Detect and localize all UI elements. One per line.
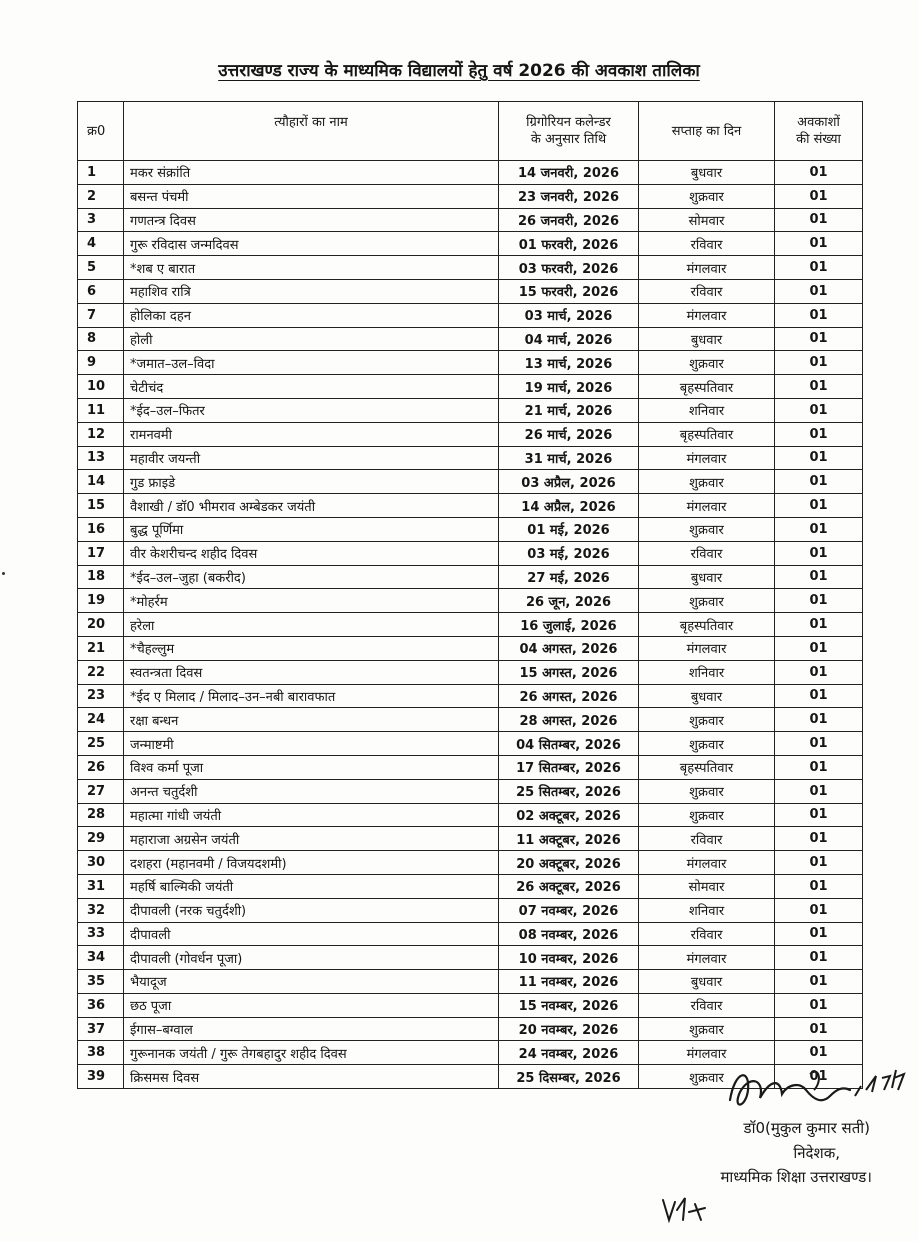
count-cell: 01 [775, 1065, 863, 1089]
festival-name-cell: दीपावली (नरक चतुर्दशी) [124, 898, 499, 922]
serial-cell: 26 [78, 755, 124, 779]
count-cell: 01 [775, 708, 863, 732]
date-cell: 03 अप्रैल, 2026 [499, 470, 639, 494]
weekday-cell: शुक्रवार [639, 1017, 775, 1041]
table-row [78, 636, 863, 660]
table-row [78, 208, 863, 232]
weekday-cell: सोमवार [639, 208, 775, 232]
weekday-cell: बृहस्पतिवार [639, 613, 775, 637]
count-cell: 01 [775, 303, 863, 327]
table-row [78, 898, 863, 922]
serial-cell: 28 [78, 803, 124, 827]
weekday-cell: शुक्रवार [639, 708, 775, 732]
table-row [78, 589, 863, 613]
table-row [78, 851, 863, 875]
signer-name: डॉ0(मुकुल कुमार सती) [743, 1119, 870, 1137]
weekday-cell: मंगलवार [639, 494, 775, 518]
weekday-cell: रविवार [639, 922, 775, 946]
festival-name-cell: महावीर जयन्ती [124, 446, 499, 470]
weekday-cell: शुक्रवार [639, 1065, 775, 1089]
festival-name-cell: गणतन्त्र दिवस [124, 208, 499, 232]
table-row [78, 684, 863, 708]
festival-name-cell: ईगास–बग्वाल [124, 1017, 499, 1041]
handwritten-signature [710, 1060, 910, 1122]
date-cell: 10 नवम्बर, 2026 [499, 946, 639, 970]
date-cell: 15 फरवरी, 2026 [499, 279, 639, 303]
holiday-table [77, 101, 863, 1089]
count-cell: 01 [775, 970, 863, 994]
serial-cell: 36 [78, 993, 124, 1017]
count-cell: 01 [775, 922, 863, 946]
count-cell: 01 [775, 398, 863, 422]
date-cell: 01 फरवरी, 2026 [499, 232, 639, 256]
count-cell: 01 [775, 684, 863, 708]
weekday-cell: बुधवार [639, 970, 775, 994]
table-row [78, 256, 863, 280]
date-cell: 26 जून, 2026 [499, 589, 639, 613]
date-cell: 11 नवम्बर, 2026 [499, 970, 639, 994]
serial-cell: 32 [78, 898, 124, 922]
festival-name-cell: अनन्त चतुर्दशी [124, 779, 499, 803]
date-cell: 04 सितम्बर, 2026 [499, 732, 639, 756]
festival-name-cell: हरेला [124, 613, 499, 637]
count-cell: 01 [775, 874, 863, 898]
serial-cell: 27 [78, 779, 124, 803]
count-cell: 01 [775, 446, 863, 470]
festival-name-cell: जन्माष्टमी [124, 732, 499, 756]
table-row [78, 993, 863, 1017]
count-cell: 01 [775, 494, 863, 518]
serial-cell: 1 [78, 161, 124, 185]
festival-name-cell: भैयादूज [124, 970, 499, 994]
header-festival-name: त्यौहारों का नाम [124, 102, 499, 161]
count-cell: 01 [775, 184, 863, 208]
date-cell: 03 मई, 2026 [499, 541, 639, 565]
festival-name-cell: होलिका दहन [124, 303, 499, 327]
table-row [78, 327, 863, 351]
weekday-cell: रविवार [639, 827, 775, 851]
weekday-cell: मंगलवार [639, 946, 775, 970]
festival-name-cell: दशहरा (महानवमी / विजयदशमी) [124, 851, 499, 875]
serial-cell: 11 [78, 398, 124, 422]
serial-cell: 35 [78, 970, 124, 994]
serial-cell: 31 [78, 874, 124, 898]
count-cell: 01 [775, 351, 863, 375]
count-cell: 01 [775, 755, 863, 779]
weekday-cell: शुक्रवार [639, 732, 775, 756]
count-cell: 01 [775, 517, 863, 541]
serial-cell: 14 [78, 470, 124, 494]
serial-cell: 23 [78, 684, 124, 708]
serial-cell: 2 [78, 184, 124, 208]
date-cell: 14 अप्रैल, 2026 [499, 494, 639, 518]
count-cell: 01 [775, 422, 863, 446]
weekday-cell: बृहस्पतिवार [639, 755, 775, 779]
serial-cell: 38 [78, 1041, 124, 1065]
count-cell: 01 [775, 993, 863, 1017]
table-row [78, 541, 863, 565]
weekday-cell: मंगलवार [639, 636, 775, 660]
count-cell: 01 [775, 851, 863, 875]
header-serial: क्र0 [78, 102, 124, 161]
page-title-text: उत्तराखण्ड राज्य के माध्यमिक विद्यालयों हेतु वर्ष 2026 की अवकाश तालिका [218, 61, 700, 81]
table-row [78, 874, 863, 898]
date-cell: 26 मार्च, 2026 [499, 422, 639, 446]
festival-name-cell: *मोहर्रम [124, 589, 499, 613]
festival-name-cell: *चैहल्लुम [124, 636, 499, 660]
date-cell: 19 मार्च, 2026 [499, 375, 639, 399]
festival-name-cell: गुरूनानक जयंती / गुरू तेगबहादुर शहीद दिवस [124, 1041, 499, 1065]
date-cell: 27 मई, 2026 [499, 565, 639, 589]
table-row [78, 446, 863, 470]
page-title [0, 58, 918, 81]
festival-name-cell: विश्व कर्मा पूजा [124, 755, 499, 779]
weekday-cell: शुक्रवार [639, 517, 775, 541]
weekday-cell: मंगलवार [639, 303, 775, 327]
table-row [78, 494, 863, 518]
serial-cell: 8 [78, 327, 124, 351]
serial-cell: 34 [78, 946, 124, 970]
count-cell: 01 [775, 732, 863, 756]
weekday-cell: शुक्रवार [639, 779, 775, 803]
weekday-cell: मंगलवार [639, 1041, 775, 1065]
count-cell: 01 [775, 636, 863, 660]
festival-name-cell: बुद्ध पूर्णिमा [124, 517, 499, 541]
date-cell: 23 जनवरी, 2026 [499, 184, 639, 208]
serial-cell: 10 [78, 375, 124, 399]
festival-name-cell: महर्षि बाल्मिकी जयंती [124, 874, 499, 898]
serial-cell: 4 [78, 232, 124, 256]
signer-designation: निदेशक, [793, 1144, 840, 1162]
festival-name-cell: *ईद–उल–फितर [124, 398, 499, 422]
serial-cell: 20 [78, 613, 124, 637]
serial-cell: 12 [78, 422, 124, 446]
festival-name-cell: *जमात–उल–विदा [124, 351, 499, 375]
weekday-cell: सोमवार [639, 874, 775, 898]
date-cell: 08 नवम्बर, 2026 [499, 922, 639, 946]
festival-name-cell: छठ पूजा [124, 993, 499, 1017]
serial-cell: 18 [78, 565, 124, 589]
serial-cell: 19 [78, 589, 124, 613]
scan-speck [2, 572, 5, 575]
weekday-cell: शनिवार [639, 660, 775, 684]
table-row [78, 303, 863, 327]
festival-name-cell: *ईद ए मिलाद / मिलाद–उन–नबी बारावफात [124, 684, 499, 708]
serial-cell: 16 [78, 517, 124, 541]
festival-name-cell: चेटीचंद [124, 375, 499, 399]
table-row [78, 803, 863, 827]
date-cell: 20 अक्टूबर, 2026 [499, 851, 639, 875]
serial-cell: 29 [78, 827, 124, 851]
count-cell: 01 [775, 589, 863, 613]
date-cell: 25 सितम्बर, 2026 [499, 779, 639, 803]
weekday-cell: शुक्रवार [639, 351, 775, 375]
date-cell: 17 सितम्बर, 2026 [499, 755, 639, 779]
festival-name-cell: महाशिव रात्रि [124, 279, 499, 303]
serial-cell: 5 [78, 256, 124, 280]
table-row [78, 184, 863, 208]
festival-name-cell: दीपावली [124, 922, 499, 946]
table-row [78, 351, 863, 375]
festival-name-cell: वैशाखी / डॉ0 भीमराव अम्बेडकर जयंती [124, 494, 499, 518]
count-cell: 01 [775, 1041, 863, 1065]
weekday-cell: शुक्रवार [639, 589, 775, 613]
serial-cell: 24 [78, 708, 124, 732]
serial-cell: 21 [78, 636, 124, 660]
date-cell: 11 अक्टूबर, 2026 [499, 827, 639, 851]
date-cell: 31 मार्च, 2026 [499, 446, 639, 470]
date-cell: 03 मार्च, 2026 [499, 303, 639, 327]
festival-name-cell: महाराजा अग्रसेन जयंती [124, 827, 499, 851]
count-cell: 01 [775, 208, 863, 232]
serial-cell: 9 [78, 351, 124, 375]
date-cell: 28 अगस्त, 2026 [499, 708, 639, 732]
date-cell: 07 नवम्बर, 2026 [499, 898, 639, 922]
table-row [78, 732, 863, 756]
count-cell: 01 [775, 779, 863, 803]
initials-mark [655, 1190, 715, 1226]
serial-cell: 7 [78, 303, 124, 327]
count-cell: 01 [775, 161, 863, 185]
table-row [78, 517, 863, 541]
date-cell: 21 मार्च, 2026 [499, 398, 639, 422]
festival-name-cell: स्वतन्त्रता दिवस [124, 660, 499, 684]
festival-name-cell: दीपावली (गोवर्धन पूजा) [124, 946, 499, 970]
date-cell: 13 मार्च, 2026 [499, 351, 639, 375]
date-cell: 20 नवम्बर, 2026 [499, 1017, 639, 1041]
count-cell: 01 [775, 565, 863, 589]
date-cell: 25 दिसम्बर, 2026 [499, 1065, 639, 1089]
count-cell: 01 [775, 898, 863, 922]
date-cell: 26 अक्टूबर, 2026 [499, 874, 639, 898]
date-cell: 26 अगस्त, 2026 [499, 684, 639, 708]
serial-cell: 25 [78, 732, 124, 756]
date-cell: 03 फरवरी, 2026 [499, 256, 639, 280]
festival-name-cell: बसन्त पंचमी [124, 184, 499, 208]
count-cell: 01 [775, 327, 863, 351]
serial-cell: 6 [78, 279, 124, 303]
festival-name-cell: वीर केशरीचन्द शहीद दिवस [124, 541, 499, 565]
count-cell: 01 [775, 803, 863, 827]
date-cell: 16 जुलाई, 2026 [499, 613, 639, 637]
weekday-cell: बृहस्पतिवार [639, 422, 775, 446]
weekday-cell: मंगलवार [639, 446, 775, 470]
table-row [78, 660, 863, 684]
festival-name-cell: *शब ए बारात [124, 256, 499, 280]
festival-name-cell: रक्षा बन्धन [124, 708, 499, 732]
festival-name-cell: क्रिसमस दिवस [124, 1065, 499, 1089]
serial-cell: 33 [78, 922, 124, 946]
festival-name-cell: मकर संक्रांति [124, 161, 499, 185]
weekday-cell: बुधवार [639, 565, 775, 589]
date-cell: 15 अगस्त, 2026 [499, 660, 639, 684]
date-cell: 01 मई, 2026 [499, 517, 639, 541]
weekday-cell: मंगलवार [639, 851, 775, 875]
weekday-cell: बुधवार [639, 327, 775, 351]
serial-cell: 37 [78, 1017, 124, 1041]
count-cell: 01 [775, 660, 863, 684]
table-row [78, 946, 863, 970]
serial-cell: 39 [78, 1065, 124, 1089]
date-cell: 04 अगस्त, 2026 [499, 636, 639, 660]
count-cell: 01 [775, 256, 863, 280]
serial-cell: 15 [78, 494, 124, 518]
table-row [78, 970, 863, 994]
table-row [78, 279, 863, 303]
count-cell: 01 [775, 541, 863, 565]
festival-name-cell: रामनवमी [124, 422, 499, 446]
table-row [78, 708, 863, 732]
weekday-cell: रविवार [639, 232, 775, 256]
header-count: अवकाशों की संख्या [775, 102, 863, 161]
table-row [78, 565, 863, 589]
table-header-row [78, 102, 863, 161]
count-cell: 01 [775, 827, 863, 851]
festival-name-cell: महात्मा गांधी जयंती [124, 803, 499, 827]
table-row [78, 398, 863, 422]
table-row [78, 422, 863, 446]
serial-cell: 3 [78, 208, 124, 232]
weekday-cell: शुक्रवार [639, 184, 775, 208]
count-cell: 01 [775, 375, 863, 399]
date-cell: 04 मार्च, 2026 [499, 327, 639, 351]
table-row [78, 375, 863, 399]
weekday-cell: शनिवार [639, 398, 775, 422]
weekday-cell: बृहस्पतिवार [639, 375, 775, 399]
weekday-cell: रविवार [639, 279, 775, 303]
table-row [78, 1017, 863, 1041]
holiday-table-body [78, 161, 863, 1089]
table-row [78, 779, 863, 803]
weekday-cell: बुधवार [639, 684, 775, 708]
header-date: ग्रिगोरियन कलेन्डर के अनुसार तिथि [499, 102, 639, 161]
count-cell: 01 [775, 279, 863, 303]
festival-name-cell: गुड फ्राइडे [124, 470, 499, 494]
weekday-cell: रविवार [639, 993, 775, 1017]
signer-office: माध्यमिक शिक्षा उत्तराखण्ड। [720, 1168, 872, 1186]
festival-name-cell: *ईद–उल–जुहा (बकरीद) [124, 565, 499, 589]
table-row [78, 922, 863, 946]
count-cell: 01 [775, 1017, 863, 1041]
header-weekday: सप्ताह का दिन [639, 102, 775, 161]
date-cell: 24 नवम्बर, 2026 [499, 1041, 639, 1065]
table-row [78, 755, 863, 779]
serial-cell: 22 [78, 660, 124, 684]
weekday-cell: शुक्रवार [639, 470, 775, 494]
serial-cell: 17 [78, 541, 124, 565]
count-cell: 01 [775, 946, 863, 970]
weekday-cell: रविवार [639, 541, 775, 565]
count-cell: 01 [775, 470, 863, 494]
serial-cell: 30 [78, 851, 124, 875]
weekday-cell: मंगलवार [639, 256, 775, 280]
table-row [78, 827, 863, 851]
date-cell: 15 नवम्बर, 2026 [499, 993, 639, 1017]
table-row [78, 613, 863, 637]
weekday-cell: शनिवार [639, 898, 775, 922]
table-row [78, 470, 863, 494]
date-cell: 26 जनवरी, 2026 [499, 208, 639, 232]
weekday-cell: शुक्रवार [639, 803, 775, 827]
festival-name-cell: गुरू रविदास जन्मदिवस [124, 232, 499, 256]
table-row [78, 161, 863, 185]
table-row [78, 232, 863, 256]
date-cell: 14 जनवरी, 2026 [499, 161, 639, 185]
serial-cell: 13 [78, 446, 124, 470]
count-cell: 01 [775, 613, 863, 637]
count-cell: 01 [775, 232, 863, 256]
festival-name-cell: होली [124, 327, 499, 351]
weekday-cell: बुधवार [639, 161, 775, 185]
date-cell: 02 अक्टूबर, 2026 [499, 803, 639, 827]
